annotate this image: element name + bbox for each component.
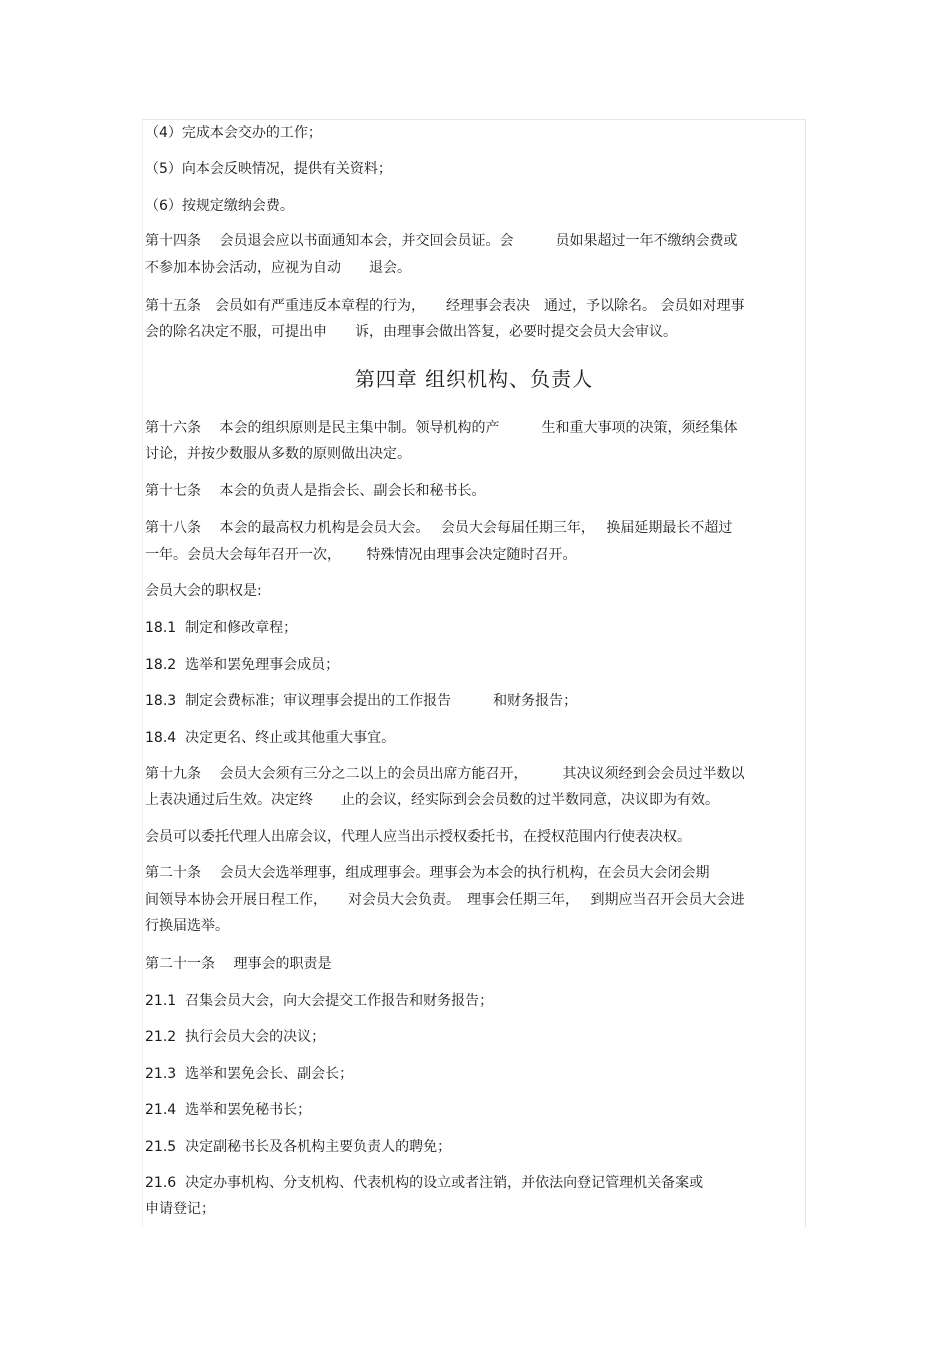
article-14-line-1: 第十四条 会员退会应以书面通知本会，并交回会员证。会 员如果超过一年不缴纳会费或 — [145, 233, 738, 249]
article-18-line-1: 第十八条 本会的最高权力机构是会员大会。 会员大会每届任期三年， 换届延期最长不超过 — [145, 520, 733, 536]
chapter-4-heading: 第四章 组织机构、负责人 — [354, 367, 594, 391]
item-4: （4）完成本会交办的工作； — [145, 125, 322, 141]
council-duty-21-2: 21.2 执行会员大会的决议； — [145, 1029, 326, 1045]
council-duty-21-6-line-2: 申请登记； — [145, 1201, 215, 1217]
council-duty-21-5: 21.5 决定副秘书长及各机构主要负责人的聘免； — [145, 1139, 452, 1155]
assembly-power-18-3: 18.3 制定会费标准；审议理事会提出的工作报告 和财务报告； — [145, 693, 578, 709]
council-duty-21-1: 21.1 召集会员大会，向大会提交工作报告和财务报告； — [145, 993, 494, 1009]
proxy-note: 会员可以委托代理人出席会议，代理人应当出示授权委托书，在授权范围内行使表决权。 — [145, 829, 691, 845]
article-19-line-1: 第十九条 会员大会须有三分之二以上的会员出席方能召开， 其决议须经到会会员过半数以 — [145, 766, 745, 782]
article-21: 第二十一条 理事会的职责是 — [145, 956, 332, 972]
council-duty-21-3: 21.3 选举和罢免会长、副会长； — [145, 1066, 354, 1082]
item-5: （5）向本会反映情况，提供有关资料； — [145, 161, 392, 177]
assembly-powers-intro: 会员大会的职权是: — [145, 583, 262, 599]
article-20-line-2: 间领导本协会开展日程工作， 对会员大会负责。 理事会任期三年， 到期应当召开会员大会进 — [145, 892, 745, 908]
article-15-line-1: 第十五条 会员如有严重违反本章程的行为， 经理事会表决 通过，予以除名。 会员如对理事 — [145, 298, 745, 314]
assembly-power-18-2: 18.2 选举和罢免理事会成员； — [145, 657, 340, 673]
article-16-line-1: 第十六条 本会的组织原则是民主集中制。领导机构的产 生和重大事项的决策，须经集体 — [145, 420, 738, 436]
article-15-line-2: 会的除名决定不服，可提出申 诉，由理事会做出答复，必要时提交会员大会审议。 — [145, 324, 677, 340]
council-duty-21-6-line-1: 21.6 决定办事机构、分支机构、代表机构的设立或者注销，并依法向登记管理机关备案或 — [145, 1175, 704, 1191]
article-20-line-3: 行换届选举。 — [145, 918, 229, 934]
assembly-power-18-4: 18.4 决定更名、终止或其他重大事宜。 — [145, 730, 396, 746]
article-17: 第十七条 本会的负责人是指会长、副会长和秘书长。 — [145, 483, 486, 499]
article-18-line-2: 一年。会员大会每年召开一次， 特殊情况由理事会决定随时召开。 — [145, 547, 577, 563]
council-duty-21-4: 21.4 选举和罢免秘书长； — [145, 1102, 312, 1118]
article-16-line-2: 讨论，并按少数服从多数的原则做出决定。 — [145, 446, 411, 462]
item-6: （6）按规定缴纳会费。 — [145, 198, 294, 214]
article-14-line-2: 不参加本协会活动，应视为自动 退会。 — [145, 260, 411, 276]
assembly-power-18-1: 18.1 制定和修改章程； — [145, 620, 298, 636]
article-20-line-1: 第二十条 会员大会选举理事，组成理事会。理事会为本会的执行机构，在会员大会闭会期 — [145, 865, 710, 881]
article-19-line-2: 上表决通过后生效。决定终 止的会议，经实际到会会员数的过半数同意，决议即为有效。 — [145, 792, 719, 808]
document-page — [142, 119, 806, 1227]
